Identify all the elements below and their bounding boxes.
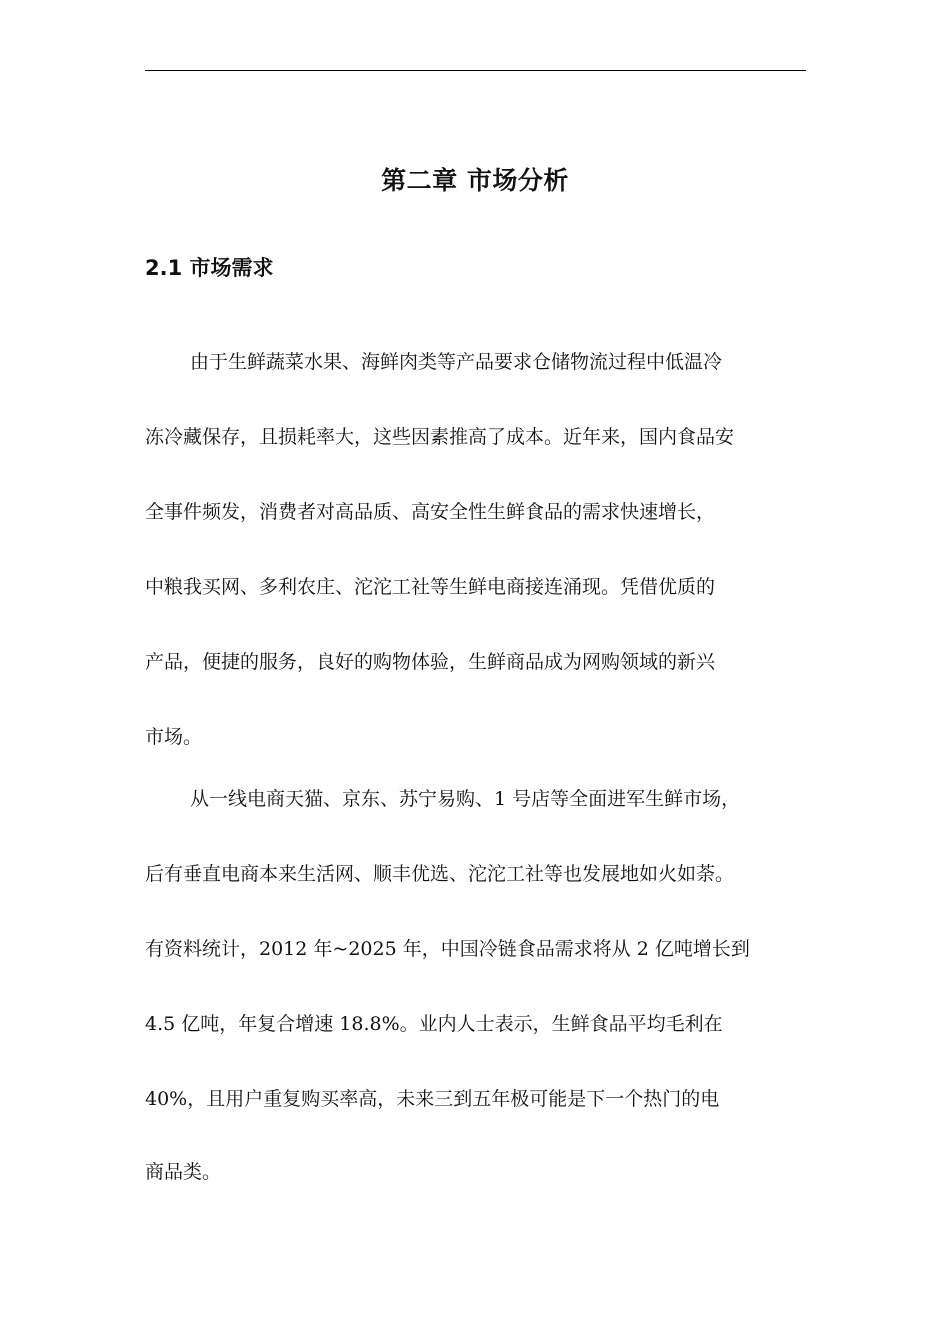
paragraph-line: 商品类。 (145, 1161, 222, 1183)
chapter-title: 第二章 市场分析 (381, 166, 569, 195)
paragraph-line: 中粮我买网、多利农庄、沱沱工社等生鲜电商接连涌现。凭借优质的 (145, 576, 716, 598)
paragraph-line: 后有垂直电商本来生活网、顺丰优选、沱沱工社等也发展地如火如荼。 (145, 863, 735, 885)
paragraph-line: 产品，便捷的服务，良好的购物体验，生鲜商品成为网购领域的新兴 (145, 651, 716, 673)
section-heading: 2.1 市场需求 (145, 256, 274, 280)
paragraph-line: 由于生鲜蔬菜水果、海鲜肉类等产品要求仓储物流过程中低温冷 (190, 351, 723, 373)
paragraph-line: 全事件频发，消费者对高品质、高安全性生鲜食品的需求快速增长， (145, 501, 716, 523)
paragraph-line: 4.5 亿吨，年复合增速 18.8%。业内人士表示，生鲜食品平均毛利在 (145, 1013, 723, 1035)
header-rule (145, 70, 806, 71)
paragraph-line: 从一线电商天猫、京东、苏宁易购、1 号店等全面进军生鲜市场， (190, 788, 741, 810)
paragraph-line: 40%，且用户重复购买率高，未来三到五年极可能是下一个热门的电 (145, 1088, 720, 1110)
paragraph-line: 市场。 (145, 726, 203, 748)
paragraph-line: 有资料统计，2012 年~2025 年，中国冷链食品需求将从 2 亿吨增长到 (145, 938, 750, 960)
paragraph-line: 冻冷藏保存，且损耗率大，这些因素推高了成本。近年来，国内食品安 (145, 426, 735, 448)
